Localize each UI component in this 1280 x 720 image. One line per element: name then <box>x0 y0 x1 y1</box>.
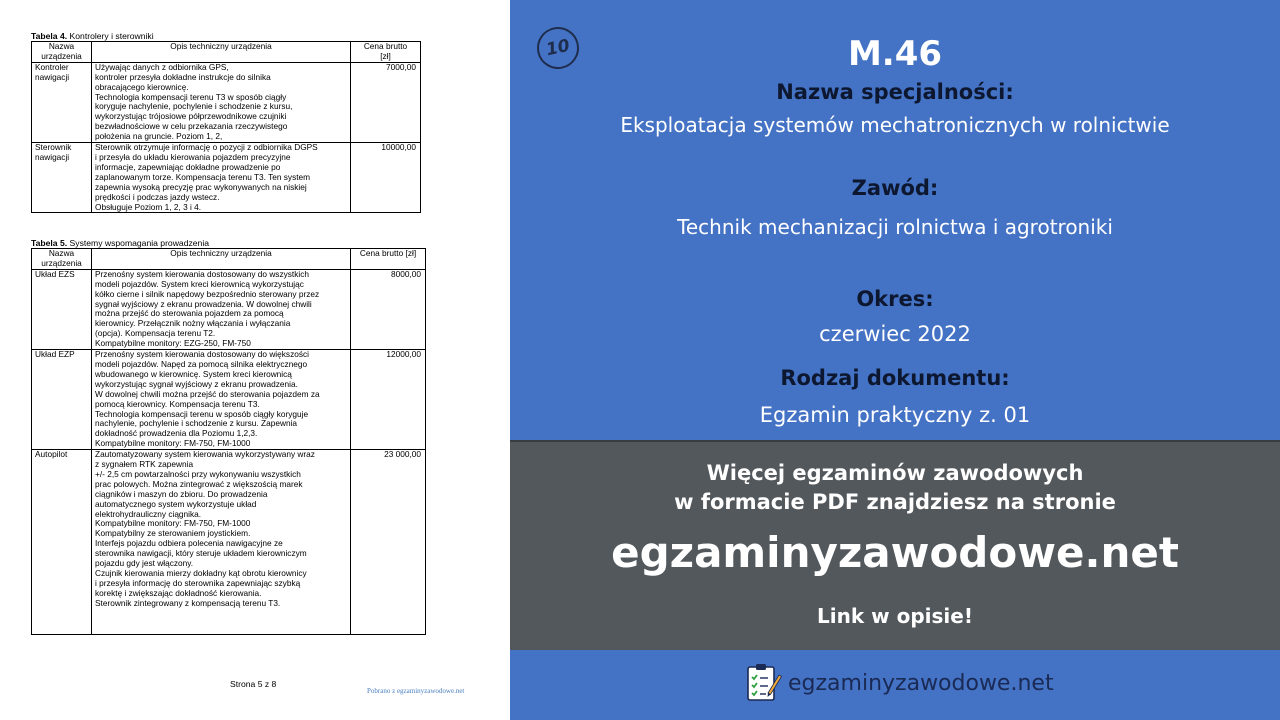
table5-row1-desc: Przenośny system kierowania dostosowany do wszystkich modeli pojazdów. System kreci kierownicą wykorzystując kółko cierne i silnik napędowy bezpośrednio sterowany przez sygnał wyjściowy z ekranu prowadzenia. W dowolnej chwili można przejść do sterowania pojazdem za pomocą kierownicy. Przełącznik nożny włączania i wyłączania (opcja). Kompensacja terenu T2. Kompatybilne monitory: EZG-250, FM-750 <box>92 269 351 349</box>
table4-row1-name: Kontroler nawigacji <box>32 62 92 142</box>
period-label: Okres: <box>856 287 934 311</box>
promo-link-text: Link w opisie! <box>817 604 973 628</box>
table5-header-price: Cena brutto [zł] <box>351 249 426 270</box>
table5-row1-price: 8000,00 <box>351 269 426 349</box>
promo-line1: Więcej egzaminów zawodowych <box>706 461 1084 485</box>
qualification-code: M.46 <box>847 34 943 74</box>
table-row <box>32 143 421 213</box>
specialty-label: Nazwa specjalności: <box>776 80 1014 104</box>
table5-row3-desc: Zautomatyzowany system kierowania wykorzystywany wraz z sygnałem RTK zapewnia +/- 2,5 cm powtarzalności przy wykonywaniu wszystkich prac polowych. Można zintegrować z większością marek ciągników i maszyn do zbioru. Do prowadzenia automatycznego system wykorzystuje układ elektrohydrauliczny ciągnika. Kompatybilne monitory: FM-750, FM-1000 Kompatybilny ze sterowaniem joystickiem. Interfejs pojazdu odbiera polecenia nawigacyjne ze sterownika nawigacji, który steruje układem kierowniczym pojazdu gdy jest włączony. Czujnik kierowania mierzy dokładny kąt obrotu kierownicy i przesyła informację do sterownika zapewniając szybką korektę i zwiększając dokładność kierowania. Sterownik zintegrowany z kompensacją terenu T3. <box>92 450 351 635</box>
table4-row2-desc: Sterownik otrzymuje informację o pozycji z odbiornika DGPS i przesyła do układu kierowania pojazdem precyzyjne informacje, zapewniając dokładne prowadzenie po zaplanowanym torze. Kompensacja terenu T3. Ten system zapewnia wysoką precyzję prac wykonywanych na niskiej prędkości i podczas jazdy wstecz. Obsługuje Poziom 1, 2, 3 i 4. <box>92 143 351 213</box>
table5-row3-name: Autopilot <box>32 450 92 635</box>
table5-row2-price: 12000,00 <box>351 350 426 450</box>
checklist-pencil-icon <box>746 663 782 703</box>
table5-caption: Tabela 5. Systemy wspomagania prowadzenia <box>31 238 210 248</box>
page-number: Strona 5 z 8 <box>230 679 277 689</box>
doctype-label: Rodzaj dokumentu: <box>780 366 1010 390</box>
specialty-value: Eksploatacja systemów mechatronicznych w rolnictwie <box>620 113 1170 137</box>
footer-logo[interactable] <box>746 663 1054 703</box>
table5-header-name: Nazwa urządzenia <box>32 249 92 270</box>
table5 <box>31 248 426 635</box>
table5-row1-name: Układ EZS <box>32 269 92 349</box>
table-row <box>32 350 426 450</box>
table5-row2-name: Układ EZP <box>32 350 92 450</box>
profession-value: Technik mechanizacji rolnictwa i agrotroniki <box>677 215 1113 239</box>
footer-site-name: egzaminyzawodowe.net <box>788 670 1054 696</box>
table4-row2-name: Sterownik nawigacji <box>32 143 92 213</box>
table4-header-price: Cena brutto [zł] <box>351 42 421 63</box>
promo-site[interactable]: egzaminyzawodowe.net <box>611 528 1179 577</box>
table-row <box>32 62 421 142</box>
table4-caption: Tabela 4. Kontrolery i sterowniki <box>31 31 154 41</box>
table4 <box>31 41 421 213</box>
episode-badge: 10 <box>533 23 583 73</box>
document-page <box>0 0 510 720</box>
table5-row3-price: 23 000,00 <box>351 450 426 635</box>
table-row <box>32 450 426 635</box>
doctype-value: Egzamin praktyczny z. 01 <box>759 403 1031 427</box>
table4-header-name: Nazwa urządzenia <box>32 42 92 63</box>
table5-header-desc: Opis techniczny urządzenia <box>92 249 351 270</box>
table4-row2-price: 10000,00 <box>351 143 421 213</box>
table-row <box>32 269 426 349</box>
table4-header-desc: Opis techniczny urządzenia <box>92 42 351 63</box>
profession-label: Zawód: <box>851 176 939 200</box>
table4-row1-price: 7000,00 <box>351 62 421 142</box>
table4-row1-desc: Używając danych z odbiornika GPS, kontroler przesyła dokładne instrukcje do silnika obracającego kierownicę. Technologia kompensacji terenu T3 w sposób ciągły koryguje nachylenie, pochylenie i schodzenie z kursu, wykorzystując trójosiowe półprzewodnikowe czujniki bezwładnościowe w celu przekazania rzeczywistego położenia na gruncie. Poziom 1, 2, <box>92 62 351 142</box>
promo-banner <box>510 440 1280 650</box>
table5-row2-desc: Przenośny system kierowania dostosowany do większości modeli pojazdów. Napęd za pomocą silnika elektrycznego wbudowanego w kierownicę. System kreci kierownicą wykorzystując sygnał wyjściowy z ekranu prowadzenia. W dowolnej chwili można przejść do sterowania pojazdem za pomocą kierownicy. Kompensacja terenu T3. Technologia kompensacji terenu w sposób ciągły koryguje nachylenie, pochylenie i schodzenie z kursu. Zapewnia dokładność prowadzenia dla Poziomu 1,2,3. Kompatybilne monitory: FM-750, FM-1000 <box>92 350 351 450</box>
period-value: czerwiec 2022 <box>819 322 971 346</box>
promo-line2: w formacie PDF znajdziesz na stronie <box>674 490 1116 514</box>
source-note: Pobrano z egzaminyzawodowe.net <box>367 687 465 695</box>
